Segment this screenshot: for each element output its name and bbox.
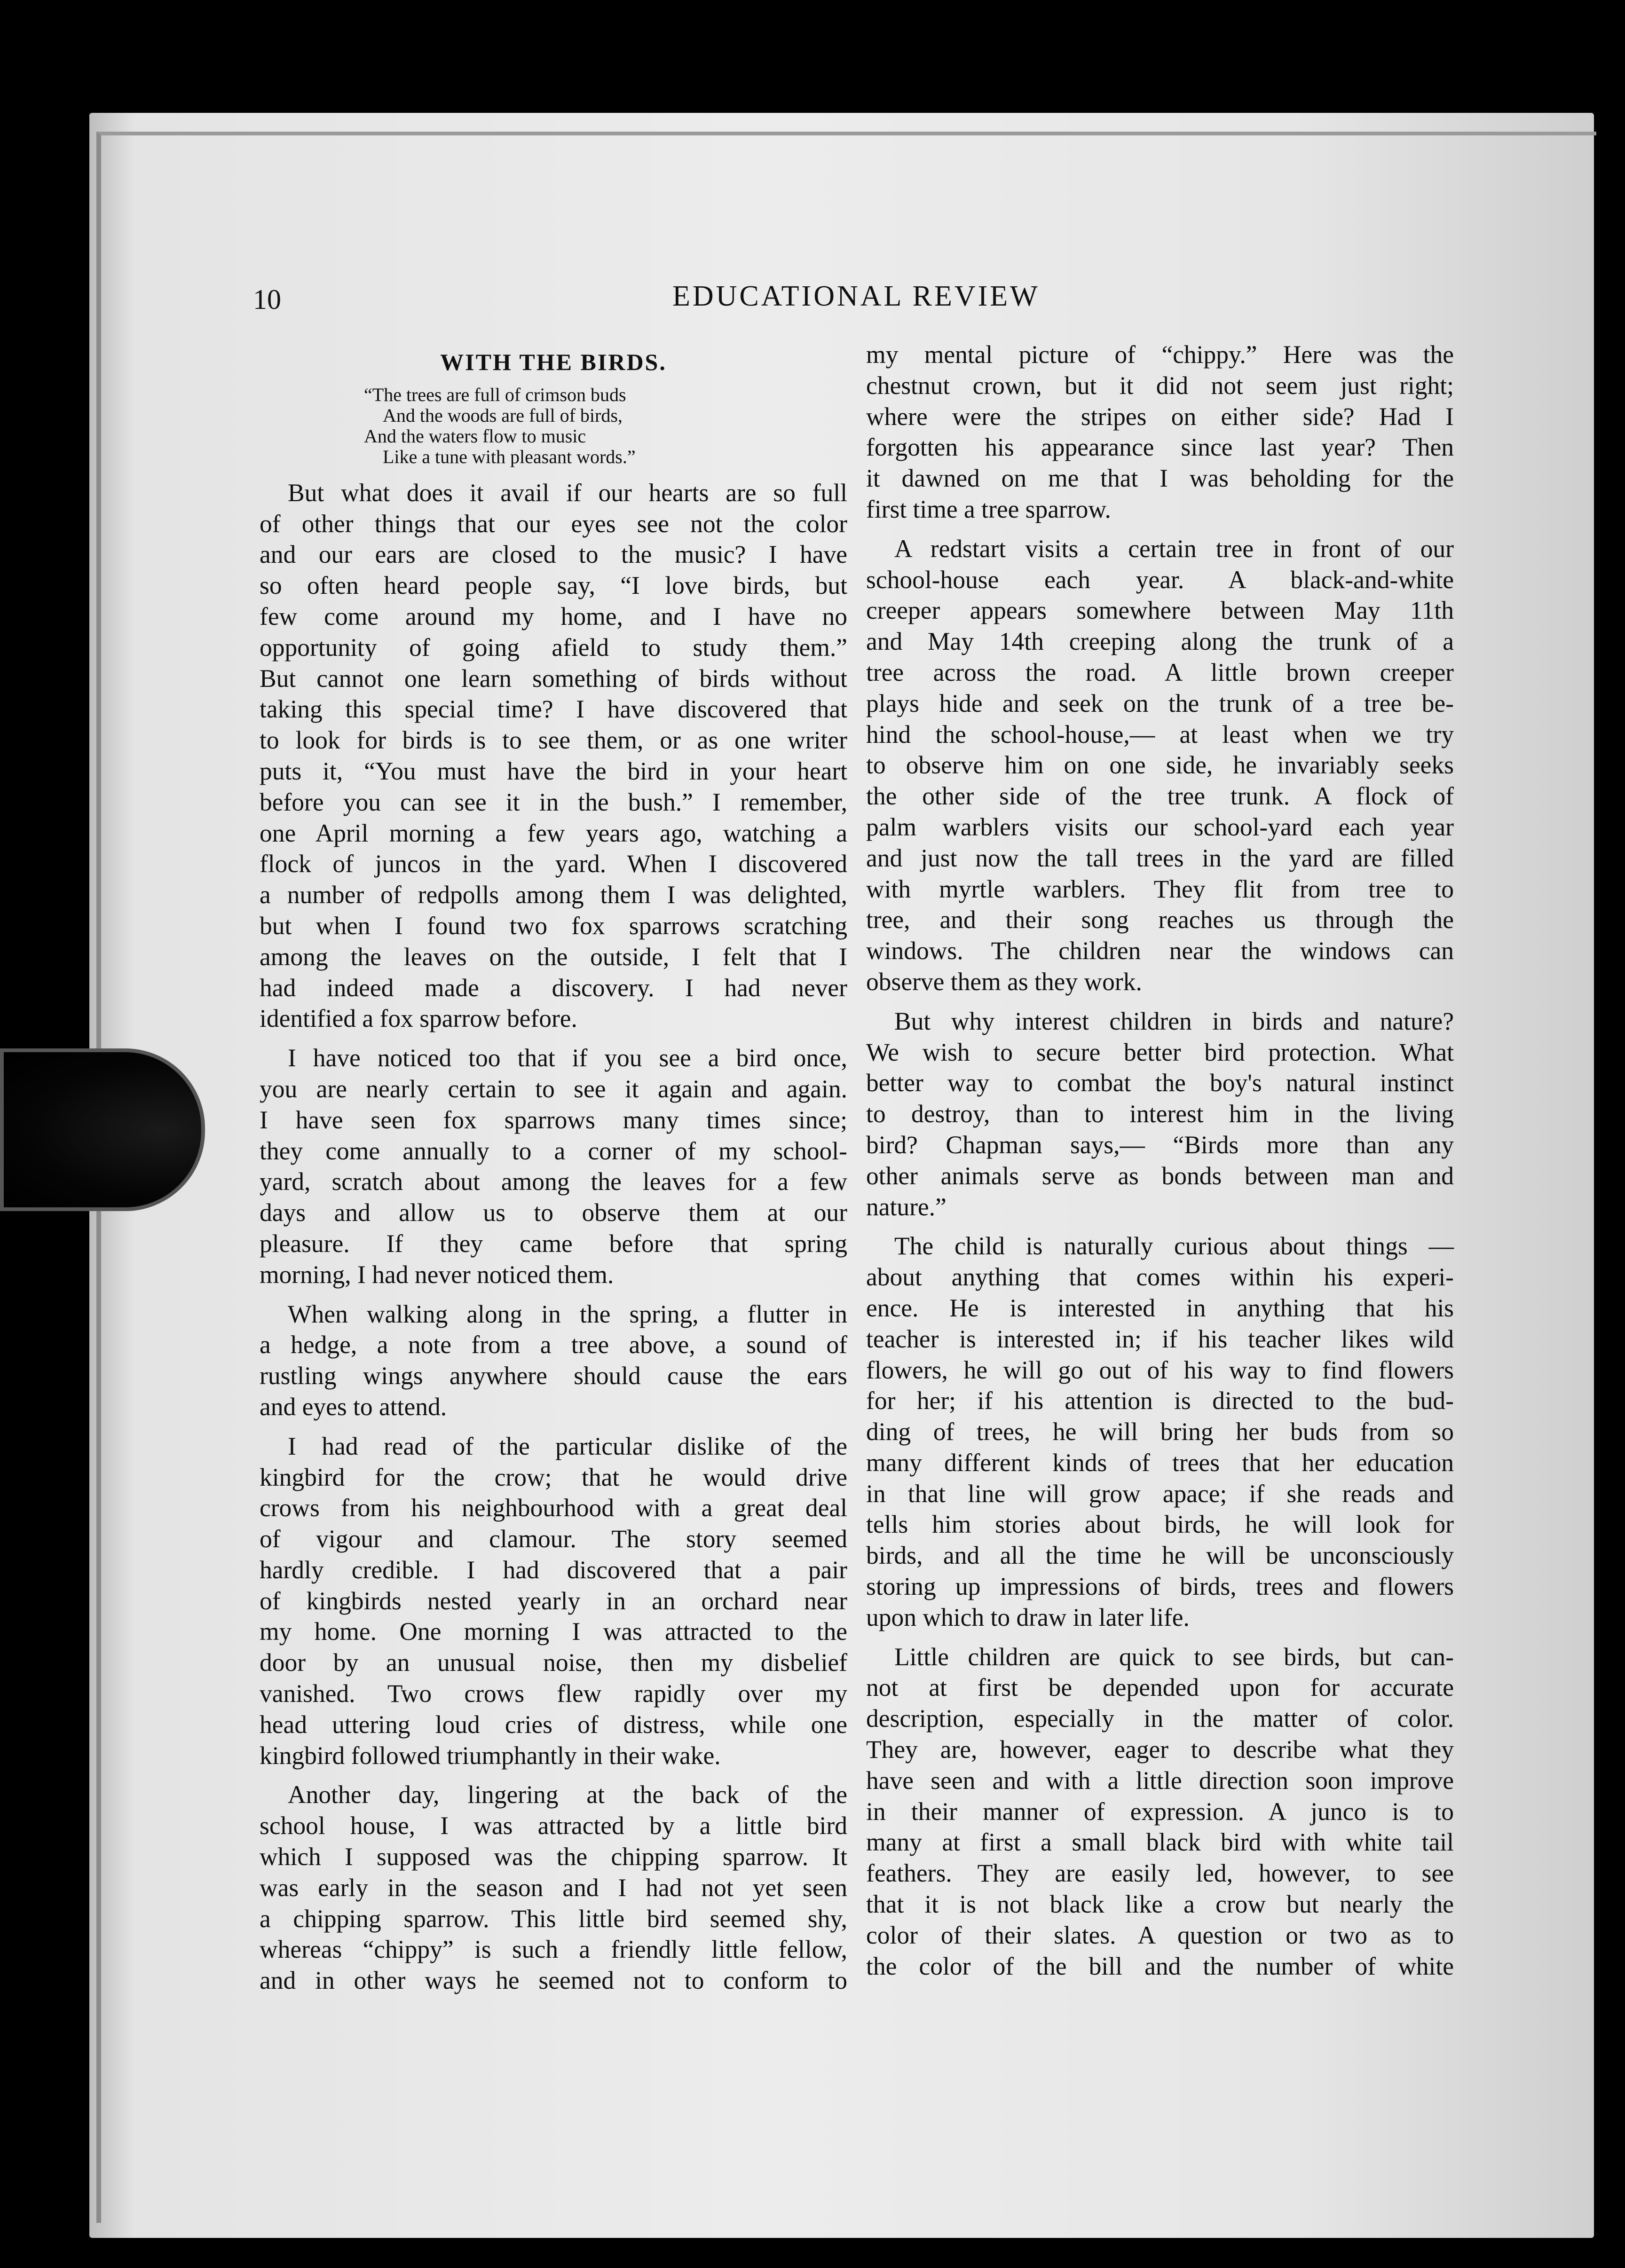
text-line: kingbird for the crow; that he would drive [260, 1463, 847, 1491]
text-line: bird? Chapman says,— “Birds more than any [866, 1130, 1454, 1159]
text-line: hind the school-house,— at least when we try [866, 720, 1454, 748]
page-number: 10 [253, 284, 281, 315]
text-line: But what does it avail if our hearts are so full [288, 478, 847, 507]
text-line: A redstart visits a certain tree in front of our [894, 534, 1454, 563]
text-line: school house, I was attracted by a little bird [260, 1811, 847, 1840]
text-line: tree across the road. A little brown creeper [866, 658, 1454, 686]
text-line: better way to combat the boy's natural instinct [866, 1069, 1454, 1097]
text-line: flowers, he will go out of his way to find flowers [866, 1355, 1454, 1384]
paragraph-gap [866, 525, 1454, 534]
text-line: a chipping sparrow. This little bird seemed shy, [260, 1904, 847, 1933]
text-line: my mental picture of “chippy.” Here was the [866, 340, 1454, 369]
text-line: chestnut crown, but it did not seem just right; [866, 371, 1454, 400]
text-line: ence. He is interested in anything that his [866, 1293, 1454, 1322]
text-line: tree, and their song reaches us through the [866, 906, 1454, 934]
text-line: with myrtle warblers. They flit from tree to [866, 874, 1454, 903]
text-line: The child is naturally curious about things — [894, 1232, 1454, 1260]
text-line: of vigour and clamour. The story seemed [260, 1525, 847, 1553]
left-column [260, 339, 847, 1996]
text-line: among the leaves on the outside, I felt that I [260, 942, 847, 971]
paragraph-gap [866, 998, 1454, 1006]
text-line: Another day, lingering at the back of the [288, 1780, 847, 1809]
text-line: but when I found two fox sparrows scratching [260, 911, 847, 940]
paragraph-gap [866, 1633, 1454, 1642]
text-line: where were the stripes on either side? Had I [866, 402, 1454, 431]
text-line: observe them as they work. [866, 967, 1142, 996]
text-line: other animals serve as bonds between man and [866, 1161, 1454, 1190]
text-line: rustling wings anywhere should cause the ears [260, 1362, 847, 1390]
text-line: school-house each year. A black-and-white [866, 565, 1454, 594]
text-line: nature.” [866, 1192, 947, 1221]
text-line: one April morning a few years ago, watching a [260, 819, 847, 847]
text-line: had indeed made a discovery. I had never [260, 973, 847, 1002]
text-line: in their manner of expression. A junco is to [866, 1797, 1454, 1826]
text-line: not at first be depended upon for accurate [866, 1673, 1454, 1702]
epigraph-line: “The trees are full of crimson buds [364, 384, 626, 405]
text-line: puts it, “You must have the bird in your heart [260, 756, 847, 785]
left-column-text [260, 478, 847, 1996]
epigraph [364, 385, 847, 467]
text-line: taking this special time? I have discovered that [260, 695, 847, 724]
text-line: many different kinds of trees that her education [866, 1448, 1454, 1477]
paragraph-gap [260, 1423, 847, 1431]
text-line: and our ears are closed to the music? I have [260, 540, 847, 569]
paragraph-gap [260, 1034, 847, 1043]
text-line: tells him stories about birds, he will look for [866, 1510, 1454, 1539]
text-line: head uttering loud cries of distress, while one [260, 1710, 847, 1739]
text-line: whereas “chippy” is such a friendly little fellow, [260, 1935, 847, 1964]
text-line: color of their slates. A question or two as to [866, 1921, 1454, 1949]
text-line: of kingbirds nested yearly in an orchard near [260, 1586, 847, 1615]
page-header [0, 270, 1625, 317]
text-line: and in other ways he seemed not to conform to [260, 1966, 847, 1995]
text-line: hardly credible. I had discovered that a pair [260, 1555, 847, 1584]
text-line: windows. The children near the windows can [866, 937, 1454, 965]
text-line: Little children are quick to see birds, but can- [894, 1642, 1454, 1671]
text-line: which I supposed was the chipping sparrow. It [260, 1843, 847, 1871]
text-line: yard, scratch about among the leaves for a few [260, 1167, 847, 1196]
text-line: description, especially in the matter of color. [866, 1704, 1454, 1733]
text-line: crows from his neighbourhood with a great deal [260, 1494, 847, 1522]
text-line: to observe him on one side, he invariably seeks [866, 751, 1454, 780]
text-line: morning, I had never noticed them. [260, 1260, 614, 1289]
text-line: birds, and all the time he will be unconsciously [866, 1541, 1454, 1570]
text-line: and just now the tall trees in the yard are filled [866, 843, 1454, 872]
text-line: They are, however, eager to describe what they [866, 1735, 1454, 1764]
text-line: forgotten his appearance since last year? Then [866, 433, 1454, 462]
text-line: a number of redpolls among them I was delighted, [260, 881, 847, 909]
text-line: to look for birds is to see them, or as one writer [260, 726, 847, 755]
text-line: few come around my home, and I have no [260, 602, 847, 630]
text-line: But why interest children in birds and nature? [894, 1007, 1454, 1035]
text-line: for her; if his attention is directed to the bud- [866, 1386, 1454, 1415]
text-line: door by an unusual noise, then my disbelief [260, 1648, 847, 1677]
text-line: kingbird followed triumphantly in their wake. [260, 1741, 721, 1770]
text-line: But cannot one learn something of birds without [260, 664, 847, 693]
text-line: the other side of the tree trunk. A flock of [866, 782, 1454, 811]
text-line: first time a tree sparrow. [866, 495, 1111, 523]
text-line: in that line will grow apace; if she reads and [866, 1479, 1454, 1508]
text-line: my home. One morning I was attracted to the [260, 1617, 847, 1646]
article-title: WITH THE BIRDS. [440, 349, 667, 375]
binder-clip [0, 1048, 205, 1211]
text-line: We wish to secure better bird protection. What [866, 1038, 1454, 1066]
paragraph-gap [260, 1771, 847, 1780]
text-line: they come annually to a corner of my school- [260, 1136, 847, 1165]
text-line: storing up impressions of birds, trees and flowers [866, 1572, 1454, 1601]
text-line: When walking along in the spring, a flutter in [288, 1299, 847, 1328]
text-line: and May 14th creeping along the trunk of a [866, 627, 1454, 656]
text-line: to destroy, than to interest him in the living [866, 1100, 1454, 1128]
text-line: ding of trees, he will bring her buds from so [866, 1418, 1454, 1446]
text-line: of other things that our eyes see not the color [260, 509, 847, 538]
text-line: plays hide and seek on the trunk of a tree be- [866, 689, 1454, 717]
text-line: so often heard people say, “I love birds, but [260, 571, 847, 600]
epigraph-line: And the waters flow to music [364, 425, 586, 447]
text-line: I have noticed too that if you see a bird once, [288, 1044, 847, 1072]
right-column-text [866, 339, 1454, 1982]
text-line: upon which to draw in later life. [866, 1603, 1190, 1631]
text-line: days and allow us to observe them at our [260, 1198, 847, 1227]
text-line: I had read of the particular dislike of the [288, 1432, 847, 1460]
text-line: pleasure. If they came before that spring [260, 1229, 847, 1258]
text-line: that it is not black like a crow but nearly the [866, 1890, 1454, 1919]
text-line: feathers. They are easily led, however, to see [866, 1859, 1454, 1888]
text-line: palm warblers visits our school-yard each year [866, 812, 1454, 841]
epigraph-line: And the woods are full of birds, [383, 404, 623, 426]
text-line: vanished. Two crows flew rapidly over my [260, 1679, 847, 1708]
text-line: identified a fox sparrow before. [260, 1004, 577, 1033]
running-head: EDUCATIONAL REVIEW [672, 280, 1040, 312]
text-line: opportunity of going afield to study them.” [260, 633, 847, 662]
text-line: before you can see it in the bush.” I remember, [260, 788, 847, 816]
text-line: creeper appears somewhere between May 11th [866, 596, 1454, 625]
text-line: was early in the season and I had not yet seen [260, 1873, 847, 1902]
paragraph-gap [260, 1291, 847, 1299]
text-line: have seen and with a little direction soon improve [866, 1766, 1454, 1795]
text-line: many at first a small black bird with white tail [866, 1828, 1454, 1857]
epigraph-line: Like a tune with pleasant words.” [383, 446, 636, 467]
text-line: about anything that comes within his experi- [866, 1263, 1454, 1292]
text-line: a hedge, a note from a tree above, a sound of [260, 1331, 847, 1359]
text-line: it dawned on me that I was beholding for the [866, 464, 1454, 493]
paragraph-gap [866, 1222, 1454, 1231]
text-line: flock of juncos in the yard. When I discovered [260, 850, 847, 878]
text-line: I have seen fox sparrows many times since; [260, 1105, 847, 1134]
text-line: the color of the bill and the number of white [866, 1952, 1454, 1980]
text-line: and eyes to attend. [260, 1392, 447, 1421]
right-column [866, 339, 1454, 1982]
text-line: teacher is interested in; if his teacher likes wild [866, 1324, 1454, 1353]
text-line: you are nearly certain to see it again and again. [260, 1074, 847, 1103]
